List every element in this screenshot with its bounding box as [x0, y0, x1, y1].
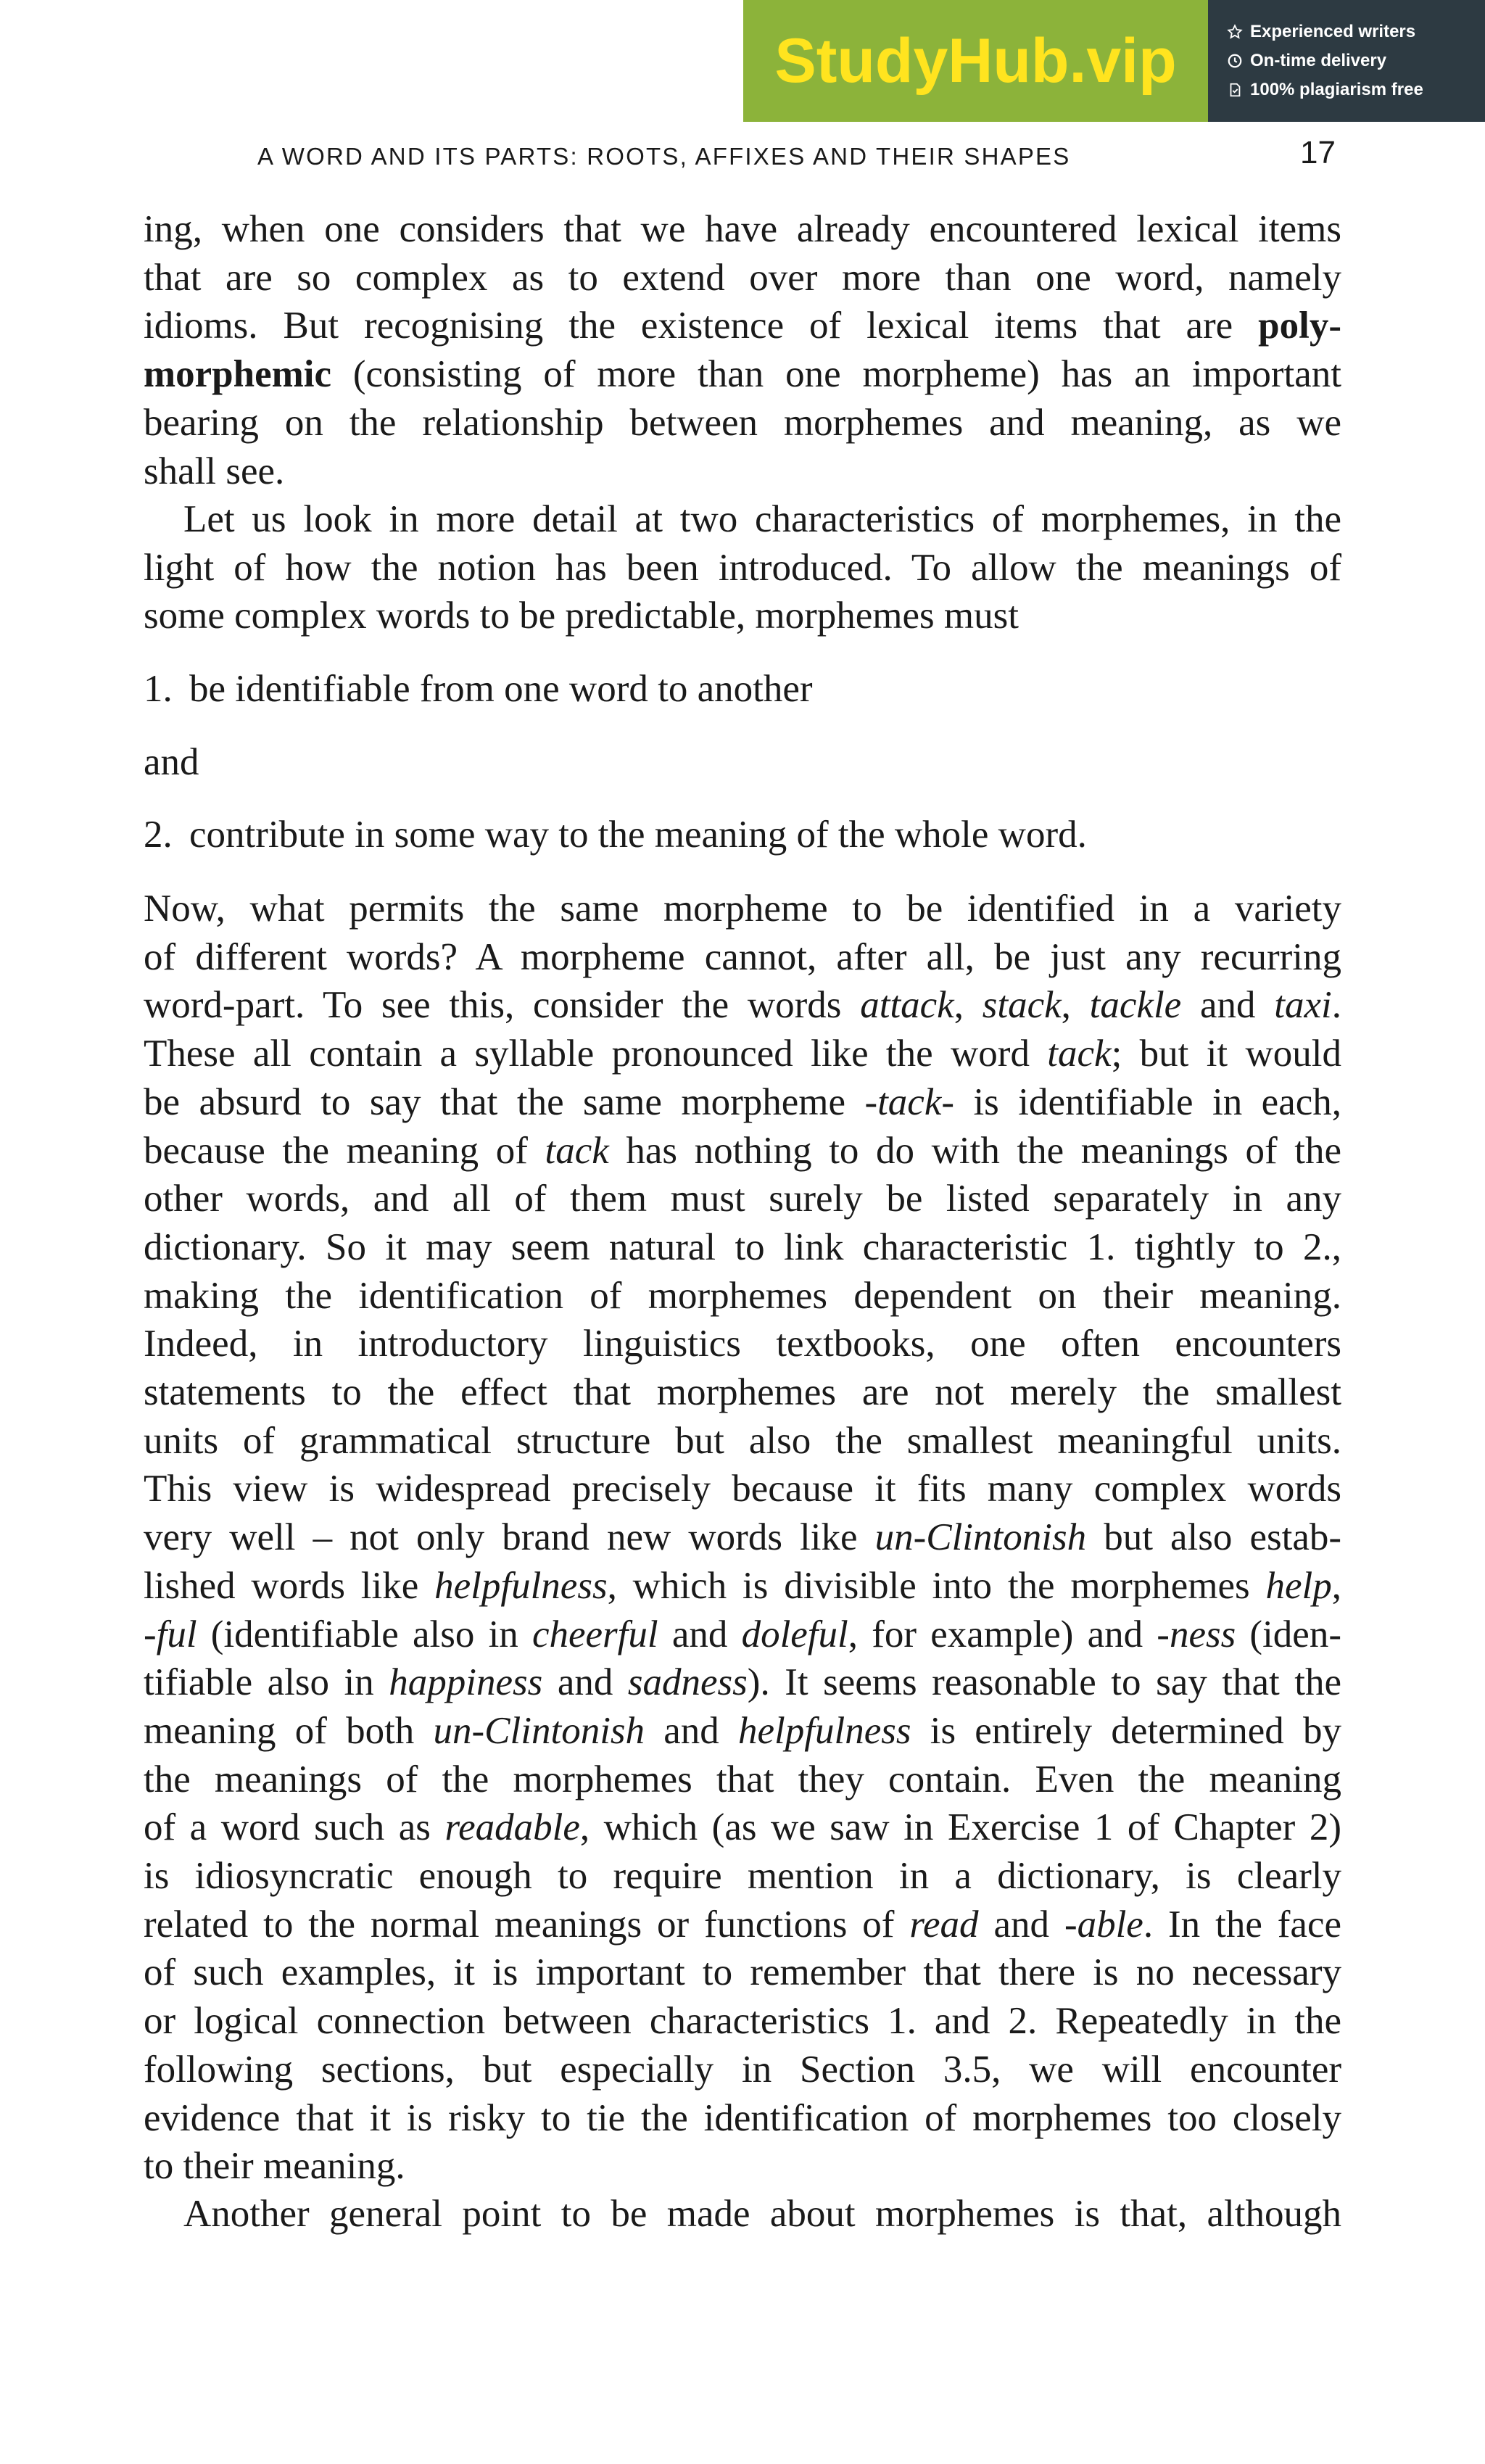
text-line: light of how the notion has been introduced. To allow the meanings of — [144, 546, 1341, 589]
text-line: bearing on the relationship between morphemes and meaning, as we — [144, 401, 1341, 444]
text-line: lished words like helpfulness, which is divisible into the morphemes help, — [144, 1564, 1342, 1607]
text-line: These all contain a syllable pronounced like the word tack; but it would — [144, 1033, 1341, 1075]
text-line: units of grammatical structure but also the smallest meaningful units. — [144, 1419, 1341, 1462]
text-line: to their meaning. — [144, 2145, 405, 2188]
example-word: cheerful — [531, 1613, 658, 1655]
example-word: stack — [982, 984, 1062, 1027]
term-bold: morphemic — [144, 353, 332, 396]
list-number: 1. — [144, 668, 173, 710]
text-line: or logical connection between characteristics 1. and 2. Repeatedly in the — [144, 2000, 1341, 2043]
example-word: un-Clintonish — [874, 1516, 1087, 1559]
text-line: Let us look in more detail at two characteristics of morphemes, in the — [183, 498, 1341, 540]
example-word: read — [909, 1903, 979, 1946]
example-word: doleful — [741, 1613, 848, 1655]
example-word: un-Clintonish — [433, 1709, 645, 1752]
example-word: -tack- — [864, 1080, 955, 1123]
banner-features — [1208, 0, 1485, 122]
page-number: 17 — [1300, 135, 1336, 170]
feature-label: 100% plagiarism free — [1250, 80, 1423, 99]
text-line: other words, and all of them must surely be listed separately in any — [144, 1178, 1341, 1220]
text-line: that are so complex as to extend over more than one word, namely — [144, 256, 1341, 299]
text-line: the meanings of the morphemes that they contain. Even the meaning — [144, 1758, 1341, 1801]
text-line: Now, what permits the same morpheme to be identified in a variety — [144, 888, 1341, 930]
ad-banner[interactable] — [743, 0, 1485, 122]
paragraph-4 — [144, 2190, 1341, 2238]
term-bold: poly- — [1258, 305, 1341, 347]
text-line: Another general point to be made about morphemes is that, although — [183, 2193, 1341, 2235]
example-word: attack — [860, 984, 954, 1027]
list-connector: and — [144, 741, 199, 783]
text-line: evidence that it is risky to tie the identification of morphemes too closely — [144, 2096, 1341, 2139]
text-line: meaning of both un-Clintonish and helpfulness is entirely determined by — [144, 1709, 1342, 1752]
example-word: help — [1265, 1564, 1332, 1607]
text-line: idioms. But recognising the existence of lexical items that are poly- — [144, 305, 1341, 347]
list-text: be identifiable from one word to another — [189, 668, 813, 710]
text-line: -ful (identifiable also in cheerful and doleful, for example) and -ness (iden- — [144, 1613, 1341, 1655]
text-line: of a word such as readable, which (as we saw in Exercise 1 of Chapter 2) — [144, 1806, 1341, 1849]
text-line: is idiosyncratic enough to require mention in a dictionary, is clearly — [144, 1855, 1341, 1898]
text-line: ing, when one considers that we have already encountered lexical items — [144, 208, 1341, 250]
feature-experienced-writers — [1227, 17, 1485, 46]
example-word: -ful — [144, 1613, 197, 1655]
text-line: very well – not only brand new words like un-Clintonish but also estab- — [144, 1516, 1341, 1559]
text-line: statements to the effect that morphemes are not merely the smallest — [144, 1371, 1341, 1414]
feature-on-time-delivery — [1227, 46, 1485, 75]
text-line: be absurd to say that the same morpheme -tack- is identifiable in each, — [144, 1080, 1341, 1123]
text-line: because the meaning of tack has nothing to do with the meanings of the — [144, 1129, 1341, 1172]
paragraph-1 — [144, 205, 1341, 495]
example-word: helpfulness — [434, 1564, 608, 1607]
example-word: readable — [444, 1806, 580, 1849]
text-line: of different words? A morpheme cannot, after all, be just any recurring — [144, 935, 1341, 978]
list-item-2 — [144, 811, 1087, 859]
list-number: 2. — [144, 814, 173, 856]
paragraph-3 — [144, 885, 1341, 2191]
document-check-icon — [1227, 82, 1243, 98]
example-word: sadness — [627, 1661, 748, 1704]
text-line: Indeed, in introductory linguistics textbooks, one often encounters — [144, 1323, 1341, 1365]
text-line: of such examples, it is important to remember that there is no necessary — [144, 1951, 1341, 1994]
list-item-1 — [144, 665, 813, 714]
text-line: dictionary. So it may seem natural to link characteristic 1. tightly to 2., — [144, 1225, 1341, 1268]
example-word: taxi — [1274, 984, 1332, 1027]
text-line: following sections, but especially in Section 3.5, we will encounter — [144, 2048, 1341, 2091]
example-word: happiness — [389, 1661, 543, 1704]
text-line: making the identification of morphemes dependent on their meaning. — [144, 1274, 1341, 1317]
text-line: word-part. To see this, consider the words attack, stack, tackle and taxi. — [144, 984, 1342, 1027]
list-text: contribute in some way to the meaning of the whole word. — [189, 814, 1087, 856]
text-line: morphemic (consisting of more than one morpheme) has an important — [144, 353, 1341, 396]
running-header: A WORD AND ITS PARTS: ROOTS, AFFIXES AND THEIR SHAPES — [257, 143, 1071, 170]
text-line: some complex words to be predictable, morphemes must — [144, 595, 1019, 637]
text-line: tifiable also in happiness and sadness). It seems reasonable to say that the — [144, 1661, 1341, 1704]
text-line: shall see. — [144, 450, 285, 492]
text-line: related to the normal meanings or functions of read and -able. In the face — [144, 1903, 1341, 1946]
feature-plagiarism-free — [1227, 75, 1485, 104]
clock-icon — [1227, 53, 1243, 69]
star-icon — [1227, 24, 1243, 40]
feature-label: On-time delivery — [1250, 51, 1387, 70]
example-word: helpfulness — [738, 1709, 911, 1752]
text-line: This view is widespread precisely because it fits many complex words — [144, 1468, 1341, 1510]
paragraph-2 — [144, 495, 1341, 640]
example-word: tackle — [1089, 984, 1182, 1027]
example-word: tack — [1047, 1033, 1112, 1075]
feature-label: Experienced writers — [1250, 22, 1416, 41]
studyhub-logo[interactable]: StudyHub.vip — [743, 0, 1208, 122]
example-word: -ness — [1157, 1613, 1236, 1655]
example-word: -able — [1064, 1903, 1143, 1946]
example-word: tack — [545, 1129, 609, 1172]
